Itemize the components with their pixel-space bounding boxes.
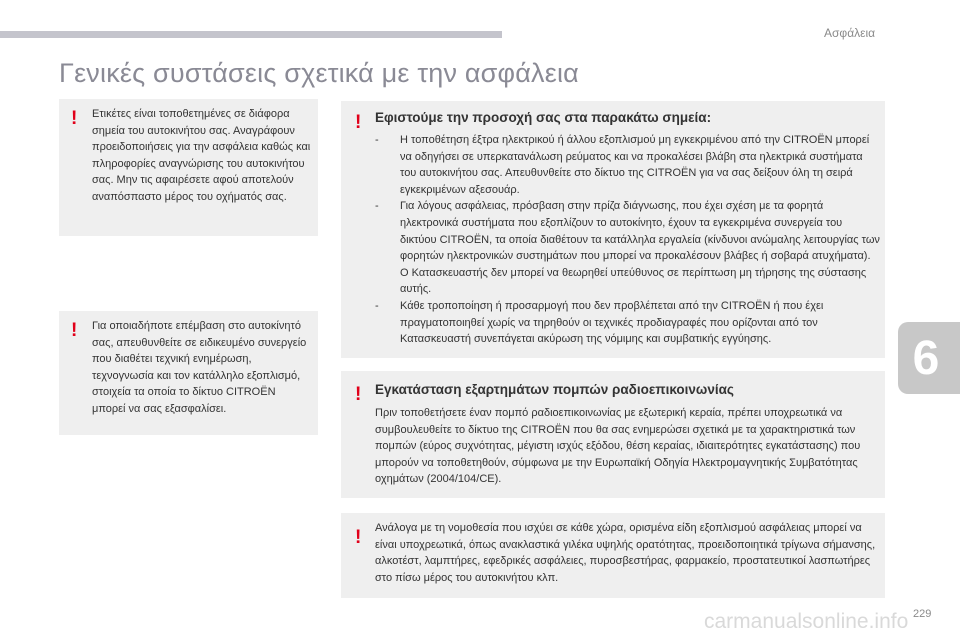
- servicing-warning-box: [59, 311, 318, 435]
- warning-icon: !: [355, 384, 362, 405]
- labels-warning-text: Ετικέτες είναι τοποθετημένες σε διάφορα σημεία του αυτοκινήτου σας. Αναγράφουν προειδοποιήσεις για την ασφάλεια καθώς και πληροφορίες αναγνώρισης του αυτοκινήτου σας. Μην τις αφαιρέσετε αφού αποτελούν αναπόσπαστο μέρος του οχήματός σας.: [92, 108, 311, 203]
- attention-box: [341, 101, 885, 358]
- list-item: - Για λόγους ασφάλειας, πρόσβαση στην πρίζα διάγνωσης, που έχει σχέση με τα φορητά ηλεκτρονικά συστήματα που εξοπλίζουν το αυτοκίνητο, έχουν τα εγκεκριμένα συνεργεία του δικτύου CITROËN, τα οποία διαθέτουν τα κατάλληλα εργαλεία (κίνδυνοι ανώμαλης λειτουργίας των φορητών ηλεκτρονικών συστημάτων που μπορεί να προκαλέσουν βλάβες ή σοβαρά ατυχήματα). Ο Κατασκευαστής δεν μπορεί να θεωρηθεί υπεύθυνος σε περίπτωση μη τήρησης της σύστασης αυτής.: [375, 198, 880, 298]
- watermark: carmanualsonline.info: [704, 610, 909, 633]
- transmitter-install-text: Πριν τοποθετήσετε έναν πομπό ραδιοεπικοινωνίας με εξωτερική κεραία, πρέπει υποχρεωτικά να συμβουλευθείτε το δίκτυο της CITROËN που θα σας ενημερώσει σχετικά με τα χαρακτηριστικά των πομπών (εύρος συχνότητας, μέγιστη ισχύς εξόδου, θέση κεραίας, ιδιαιτερότητες εγκατάστασης) που μπορούν να τοποθετηθούν, σύμφωνα με την Ευρωπαϊκή Οδηγία Ηλεκτρομαγνητικής Συμβατότητας οχημάτων (2004/104/CE).: [375, 407, 861, 486]
- list-item: - Κάθε τροποποίηση ή προσαρμογή που δεν προβλέπεται από την CITROËN ή που έχει πραγματοποιηθεί χωρίς να τηρηθούν οι τεχνικές προδιαγραφές που ορίζονται από τον Κατασκευαστή συνεπάγεται ακύρωση της νόμιμης και συμβατικής εγγύησης.: [375, 298, 880, 348]
- servicing-warning-text: Για οποιαδήποτε επέμβαση στο αυτοκίνητό σας, απευθυνθείτε σε ειδικευμένο συνεργείο που διαθέτει τεχνική ενημέρωση, τεχνογνωσία και τον κατάλληλο εξοπλισμό, στοιχεία τα οποία το δίκτυο CITROËN μπορεί να σας εξασφαλίσει.: [92, 320, 307, 415]
- section-label: Ασφάλεια: [824, 26, 876, 40]
- page-title: Γενικές συστάσεις σχετικά με την ασφάλεια: [59, 58, 579, 88]
- mandatory-equipment-box: [341, 513, 885, 598]
- attention-heading: Εφιστούμε την προσοχή σας στα παρακάτω σημεία:: [375, 110, 712, 125]
- header-divider-bar: [0, 31, 502, 38]
- labels-warning-box: [59, 99, 318, 236]
- transmitter-install-box: [341, 371, 885, 498]
- transmitter-install-heading: Εγκατάσταση εξαρτημάτων πομπών ραδιοεπικοινωνίας: [375, 382, 734, 397]
- list-item: - Η τοποθέτηση έξτρα ηλεκτρικού ή άλλου εξοπλισμού μη εγκεκριμένου από την CITROËN μπορεί να οδηγήσει σε υπερκατανάλωση ρεύματος και να προκαλέσει βλάβη στα ηλεκτρικά συστήματα του αυτοκινήτου σας. Απευθυνθείτε στο δίκτυο της CITROËN για να σας δείξουν όλη τη σειρά εγκεκριμένων αξεσουάρ.: [375, 132, 880, 198]
- warning-icon: !: [355, 112, 362, 133]
- chapter-number-tab: 6: [898, 322, 960, 394]
- attention-bullet-list: [375, 132, 880, 348]
- warning-icon: !: [71, 108, 78, 129]
- warning-icon: !: [355, 527, 362, 548]
- page-number: 229: [913, 608, 932, 620]
- mandatory-equipment-text: Ανάλογα με τη νομοθεσία που ισχύει σε κάθε χώρα, ορισμένα είδη εξοπλισμού ασφάλειας μπορεί να είναι υποχρεωτικά, όπως ανακλαστικά γιλέκα υψηλής ορατότητας, προειδοποιητικά τρίγωνα σήμανσης, αλκοτέστ, λαμπτήρες, εφεδρικές ασφάλειες, πυροσβεστήρας, φαρμακείο, προστατευτικοί λασπωτήρες στο πίσω μέρος του αυτοκινήτου κλπ.: [375, 522, 876, 584]
- warning-icon: !: [71, 320, 78, 341]
